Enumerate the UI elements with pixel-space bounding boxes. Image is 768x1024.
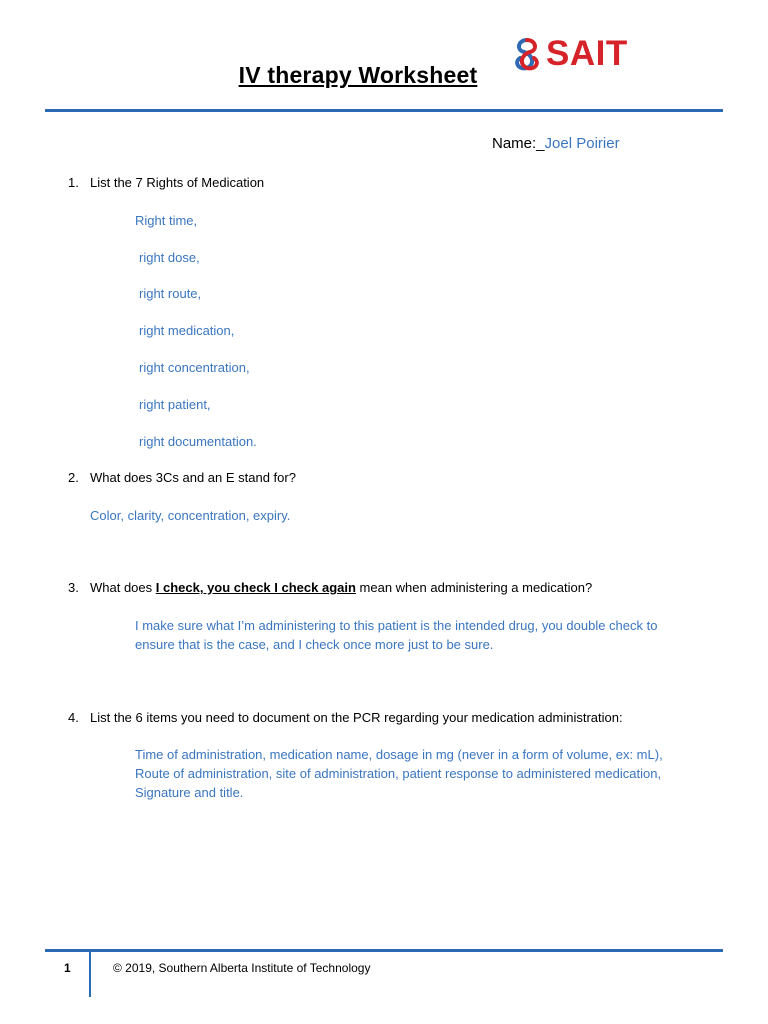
page-title: IV therapy Worksheet [238,62,478,88]
footer-vertical-divider [89,951,91,997]
sait-logo-mark-icon [510,36,544,72]
footer-copyright: © 2019, Southern Alberta Institute of Technology [113,961,371,975]
footer-divider [45,949,723,952]
question-text: List the 7 Rights of Medication [90,175,265,190]
question-number: 2. [68,470,79,485]
answer-item: right documentation. [139,434,257,449]
answer-item: right patient, [139,397,211,412]
question-text-before: What does [90,580,156,595]
answer-line: Route of administration, site of administration, patient response to administered medication, [135,766,662,781]
question-text-emphasis: I check, you check I check again [155,580,356,595]
answer-item: right medication, [139,323,235,338]
name-value: Joel Poirier [544,135,620,152]
answer-item: right dose, [139,250,200,265]
answer-text: Color, clarity, concentration, expiry. [90,508,291,523]
sait-logo [510,34,628,74]
answer-line: I make sure what I’m administering to this patient is the intended drug, you double check to [135,618,658,633]
question-text [90,580,592,595]
question-text: List the 6 items you need to document on the PCR regarding your medication administration: [90,710,623,725]
question-number: 3. [68,580,79,595]
answer-item: Right time, [135,213,198,228]
answer-line: ensure that is the case, and I check once more just to be sure. [135,637,494,652]
answer-item: right concentration, [139,360,250,375]
answer-line: Time of administration, medication name, dosage in mg (never in a form of volume, ex: mL), [135,747,663,762]
sait-logo-text: SAIT [546,34,628,73]
name-field [492,135,620,152]
answer-item: right route, [139,286,202,301]
answer-line: Signature and title. [135,785,244,800]
name-label: Name:_ [492,135,545,152]
question-text-after: mean when administering a medication? [355,580,593,595]
header-divider [45,109,723,112]
question-number: 1. [68,175,79,190]
question-number: 4. [68,710,79,725]
page-number: 1 [64,961,71,975]
question-text: What does 3Cs and an E stand for? [90,470,296,485]
